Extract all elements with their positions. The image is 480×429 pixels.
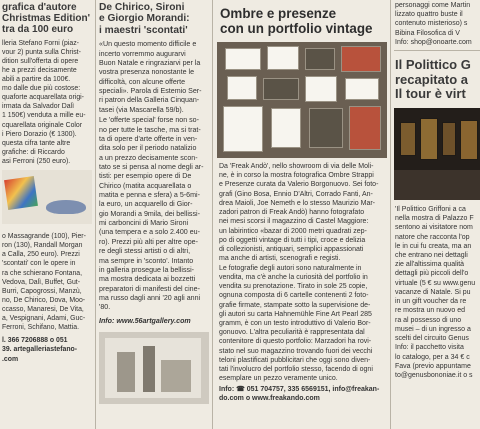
info-line: Info: www.56artgallery.com — [99, 316, 191, 325]
column-divider — [212, 0, 213, 429]
article-text: lleria Stefano Forni (piaz- vour 2) punta sulla Christ- dition sull'offerta di opere he a prezzi decisamente abili a partire da 100€. mo dalle due più costose: quaforte acquarellata origi- irmata da Salvador Dalì 1 150€) venduta a mille eu- cquarellata originale Color i Piero Dorazio (€ 1300). questa cifra tante altre grafiche: di Riccardo asi Ferroni (250 euro). — [2, 39, 86, 165]
article-text-top: personaggi come Martin lizzato quattro buste il contenuto misterioso) s Bibina Filosofica di V Info: shop@onoarte.com — [395, 2, 472, 46]
column-polittico-griffoni — [394, 0, 480, 429]
contact-info: l. 366 7206888 o 051 39. artegalleriastefano- .com — [2, 337, 78, 363]
article-text: o Massagrande (100), Pier- ron (130), Randall Morgan a Calla, 250 euro). Prezzi 'scontati' con le opere in ra che schierano Fontana, Vedova, Dalì, Buffet, Gut- Burri, Capogrossi, Manzù, no, De Chirico, Dova, Moo- ccasso, Manaresi, De Vita, a, Vespignani, Adami, Guc- Ferroni, Schifano, Mattia. — [2, 233, 86, 332]
article-headline: Ombre e presenze con un portfolio vintage — [220, 6, 373, 36]
column-divider — [95, 0, 96, 429]
column-56-art-gallery — [98, 0, 210, 429]
article-headline: grafica d'autore Christmas Edition' tra da 100 euro — [2, 2, 90, 36]
article-intro: «Un questo momento difficile e incerto vorremmo augurarvi Buon Natale e ringraziarvi per la vostra presenza nonostante le difficoltà, con alcune offerte speciali». Parola di Estemio Ser- ri patron della Galleria Cinquan- tasei (via Mascarella 59/b). — [99, 40, 202, 114]
article-text: Le 'offerte special' forse non so- no per tutte le tasche, ma si trat- ta di opere d'arte offerte in ven- dita solo per il periodo natalizio a un prezzo decisamente scon- tato se si pensa al nome degli ar- tisti: per esempio opere di De Chirico (matita acquarellata o matita e penna e sfera) a 5-6mi- la euro, un acquarello di Gior- gio Morandi a 9mila, dei bellissi- mi carboncini di Mario Sironi (una tempera e a solo 2.400 eu- ro). Prezzi più alti per altre ope- re degli stessi artisti o di altri, ma sempre in 'sconto'. Intanto in galleria prosegue la bellissi- ma mostra dedicata ai bozzetti preparatori di manifesti del cine- ma russo dagli anni '20 agli anni '80. — [99, 116, 204, 312]
section-divider — [394, 50, 480, 51]
portfolio-photo — [217, 42, 387, 158]
article-headline: Il Polittico G recapitato a Il tour è virt — [395, 57, 471, 102]
info-line: Info: ☎ 051 704757, 335 6569151, info@freakan- do.com o www.freakando.com — [219, 385, 380, 402]
article-text: 'Il Polittico Griffoni a ca nella mostra di Palazzo F sentono ai visitatore nom natore che racconta l'op le in cui fu creata, ma an che entrano nei dettagli zie all'altissima qualità dettagli più piccoli dell'o virtuale (5 € su www.genu vacanze di Natale. Si pu in un gift voucher da re re mostra un nuovo ed ra al possesso di uno musei – di un ingresso a scelti del circuito Genus Info: il pacchetto visita lo catalogo, per a 34 € c Fava (previo appuntame to@genusbononiae.it o s — [395, 205, 476, 380]
museum-photo — [394, 108, 480, 200]
column-divider — [390, 0, 391, 429]
column-freak-ando — [216, 0, 388, 429]
artwork-photo — [2, 170, 92, 224]
column-stefano-forni — [0, 0, 94, 429]
article-text: Da 'Freak Andò', nello showroom di via delle Moli- ne, è in corso la mostra fotografica Ombre Strappi e Presenze curata da Valerio Borgonuovo. Sei foto- grafi (Gino Bosa, Ennio D'Altri, Corrado Fanti, An- drea Maioli, Joe Nemeth e lo stesso Maurizio Mar- zadori patron di Freak Andò) hanno fotografato nei mesi scorsi il magazzino di Castel Maggiore: un labirintico «bazar di 2000 metri quadrati zep- po di oggetti vintage di tutti i tipi, croce e delizia di collezionisti, antiquari, semplici appassionati ma anche di artisti, scenografi e registi. Le fotografie degli autori sono naturalmente in vendita, ma c'è anche la curiosità del portfolio in vendita su prenotazione. Tirato in sole 25 copie, ognuna composta di 6 cartelle contenenti 2 foto- grafie firmate, stampate sotto la supervisione de- gli autori su carta Hahnemühle Fine Art Pearl 285 gramm, è con un testo introduttivo di Valerio Bor- gonuovo. L'altra peculiarità è rappresentata dal contenitore di questo portfolio: Marzadori ha rovi- stato nel suo magazzino trovando fuori dei vecchi teloni plastificati pubblicitari che oggi sono diven- tati l'involucro del portfolio stesso, facendo di ogni esemplare un pezzo veramente unico. — [219, 163, 379, 383]
drawing-photo — [99, 332, 209, 404]
article-headline: De Chirico, Sironi e Giorgio Morandi: i maestri 'scontati' — [99, 2, 190, 36]
